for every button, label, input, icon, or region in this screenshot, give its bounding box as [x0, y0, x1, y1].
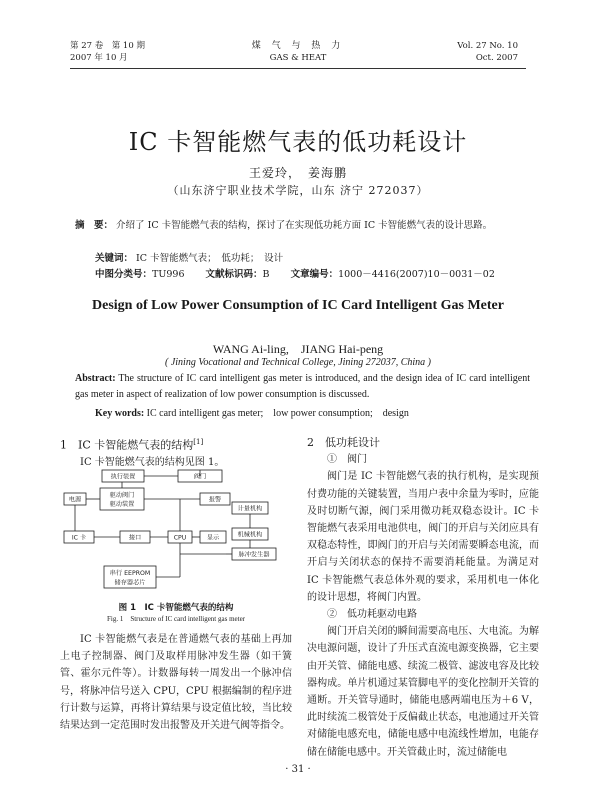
label-mechanism: 机械机构 [237, 531, 263, 539]
label-alarm: 报警 [208, 496, 222, 504]
label-interface: 接口 [128, 534, 142, 542]
section2-para2: 阀门开启关闭的瞬间需要高电压、大电流。为解决电源问题，设计了升压式直流电源变换器，它主要由开关管、储能电感、续流二极管、滤波电容及比较器构成。单片机通过某管脚电平的变化控制开关管的通断。开关管导通时，储能电感两端电压为＋6 V，此时续流二极管处于反偏截止状态，电池通过开关管对储能电感充电，储能电感中电流线性增加，电能存储在储能电感中。开关管截止时，流过储能电 [307, 626, 539, 758]
paper-title-en: Design of Low Power Consumption of IC Card Intelligent Gas Meter [92, 298, 504, 313]
header-rule [70, 68, 526, 69]
label-valve: 阀门 [193, 473, 207, 481]
abstract-en-label: Abstract: [75, 373, 116, 384]
section2 [307, 434, 539, 761]
figure-1 [60, 466, 292, 598]
abstract-cn [75, 217, 525, 234]
label-cpu: CPU [173, 534, 187, 542]
keywords-en [95, 404, 409, 419]
article-number-label: 文章编号： [290, 269, 339, 280]
keywords-cn-text: IC 卡智能燃气表； 低功耗； 设计 [136, 253, 284, 264]
doc-code-label: 文献标识码： [205, 269, 263, 280]
label-actuator: 执行装置 [110, 473, 136, 481]
label-power: 电源 [68, 496, 82, 504]
classification-line [95, 266, 495, 280]
keywords-cn [95, 250, 283, 264]
structure-diagram [60, 466, 292, 598]
keywords-cn-label: 关键词： [95, 253, 134, 264]
section1-heading [60, 434, 292, 454]
volume-issue: 第 27 卷 第 10 期 [70, 41, 145, 51]
label-drive-1: 驱动阀门 [109, 492, 135, 499]
abstract-cn-label: 摘 要： [75, 220, 114, 231]
label-ic-card: IC 卡 [71, 534, 87, 542]
section1-heading-text: 1 IC 卡智能燃气表的结构 [60, 438, 194, 452]
clc-label: 中图分类号： [95, 269, 153, 280]
article-number-value: 1000－4416(2007)10－0031－02 [338, 269, 495, 280]
keywords-en-label: Key words: [95, 408, 145, 419]
paper-title: IC 卡智能燃气表的低功耗设计 [128, 128, 468, 156]
journal-volume-info-en [457, 40, 518, 64]
clc-value: TU996 [152, 269, 185, 280]
section1-body [60, 631, 292, 734]
label-display: 显示 [206, 534, 220, 542]
issue-date: 2007 年 10 月 [70, 53, 128, 63]
journal-name-en: GAS & HEAT [269, 53, 327, 63]
section2-para1: 阀门是 IC 卡智能燃气表的执行机构，是实现预付费功能的关键装置，当用户表中余量为零时，应能及时切断气源，阀门采用微功耗双稳态设计。IC 卡智能燃气表采用电池供电，阀门的开启与关闭应具有双稳态特性，即阀门的开启与关闭需要瞬态电流，而开启与关闭状态的保持不需要消耗能量。为满足对 IC 卡智能燃气表总体外观的要求，采用机电一体化的设计思想，将阀门内置。 [307, 471, 539, 603]
section1-ref: [1] [193, 438, 204, 446]
paper-authors-en: WANG Ai-ling, JIANG Hai-peng [212, 342, 384, 356]
volume-issue-en: Vol. 27 No. 10 [457, 41, 518, 51]
figure-1-caption-cn: 图 1 IC 卡智能燃气表的结构 [118, 603, 234, 613]
section2-sub2: ② 低功耗驱动电路 [327, 609, 417, 621]
issue-date-en: Oct. 2007 [475, 53, 518, 63]
section1-paragraph: IC 卡智能燃气表是在普通燃气表的基础上再加上电子控制器、阀门及取样用脉冲发生器（如干簧管、霍尔元件等）。计数器每转一周发出一个脉冲信号，将脉冲信号送入 CPU，CPU 根据编制的程序进行计数与运算，再将计算结果与设定值比较，当比较结果达到一定范围时发出报警及开关进气阀等指令。 [60, 634, 292, 732]
section2-heading: 2 低功耗设计 [307, 436, 380, 449]
section2-sub1: ① 阀门 [327, 454, 367, 466]
abstract-en-text: The structure of IC card intelligent gas meter is introduced, and the design idea of IC card intelligent gas meter in aspect of realization of low power consumption is discussed. [75, 373, 530, 400]
label-metering: 计量机构 [237, 505, 263, 513]
paper-affiliation-en: ( Jining Vocational and Technical College, Jining 272037, China ) [165, 357, 431, 368]
figure-1-caption-en: Fig. 1 Structure of IC card intelligent gas meter [106, 615, 246, 623]
paper-authors: 王爱玲， 姜海鹏 [248, 166, 347, 180]
abstract-en [75, 371, 530, 403]
paper-affiliation: （山东济宁职业技术学院，山东 济宁 272037） [167, 184, 429, 197]
label-pulse: 脉冲发生器 [238, 551, 270, 559]
label-eeprom-2: 储存器芯片 [114, 579, 146, 587]
keywords-en-text: IC card intelligent gas meter; low power consumption; design [146, 408, 409, 419]
label-drive-2: 驱动装置 [109, 501, 135, 508]
doc-code-value: B [262, 269, 270, 280]
page-number: · 31 · [285, 764, 311, 775]
abstract-cn-text: 介绍了 IC 卡智能燃气表的结构，探讨了在实现低功耗方面 IC 卡智能燃气表的设计思路。 [116, 220, 493, 231]
label-eeprom-1: 串行 EEPROM [109, 570, 151, 577]
journal-name-cn: 煤 气 与 热 力 [251, 41, 345, 51]
section1-intro: IC 卡智能燃气表的结构见图 1。 [80, 456, 225, 468]
